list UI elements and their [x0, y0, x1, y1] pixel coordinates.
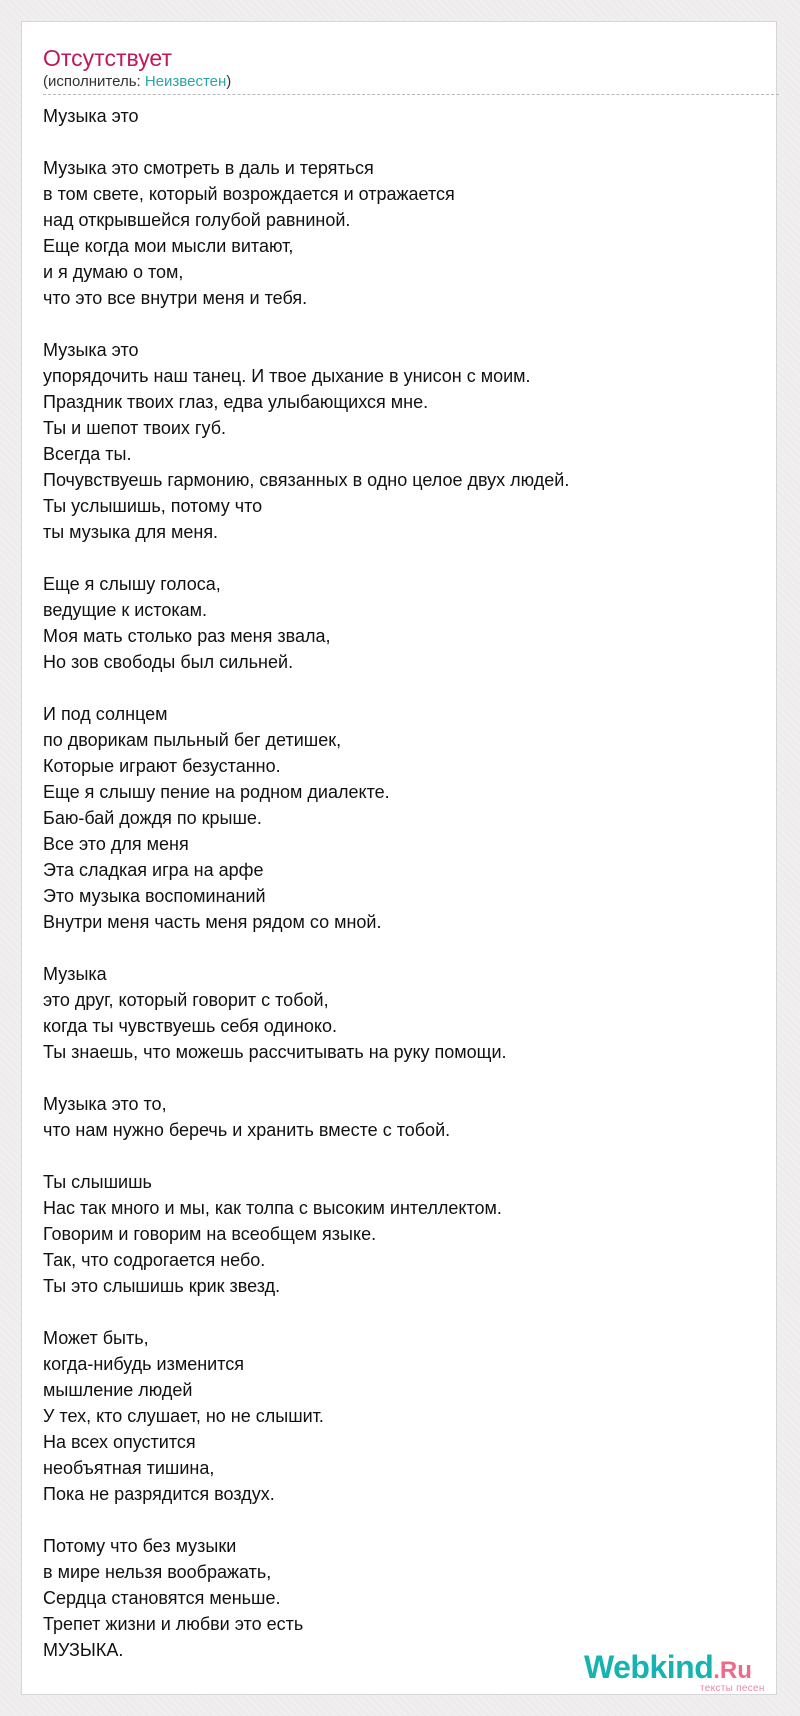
lyrics-line: по дворикам пыльный бег детишек, [43, 730, 342, 750]
lyrics-line: когда ты чувствуешь себя одиноко. [43, 1016, 338, 1036]
lyrics-line: Еще я слышу голоса, [43, 574, 221, 594]
lyrics-line: и я думаю о том, [43, 262, 184, 282]
lyrics-line: в мире нельзя воображать, [43, 1562, 272, 1582]
lyrics-line: Музыка это [43, 340, 139, 360]
lyrics-line: Трепет жизни и любви это есть [43, 1614, 304, 1634]
lyrics-line: необъятная тишина, [43, 1458, 215, 1478]
lyrics-line: Говорим и говорим на всеобщем языке. [43, 1224, 377, 1244]
lyrics-line: это друг, который говорит с тобой, [43, 990, 329, 1010]
lyrics-line: Музыка это то, [43, 1094, 167, 1114]
lyrics-stanza [43, 1169, 763, 1299]
lyrics-line: Ты услышишь, потому что [43, 496, 263, 516]
song-title: Отсутствует [43, 45, 172, 71]
lyrics-line: Праздник твоих глаз, едва улыбающихся мне. [43, 392, 429, 412]
lyrics-line: ты музыка для меня. [43, 522, 219, 542]
lyrics-line: МУЗЫКА. [43, 1640, 124, 1660]
lyrics-line: Все это для меня [43, 834, 189, 854]
lyrics-line: Моя мать столько раз меня звала, [43, 626, 331, 646]
lyrics-line: в том свете, который возрождается и отражается [43, 184, 455, 204]
logo-brand: Webkind [584, 1649, 714, 1685]
lyrics-line: Сердца становятся меньше. [43, 1588, 281, 1608]
title-divider [43, 94, 779, 95]
performer-close: ) [226, 73, 232, 90]
lyrics-line: ведущие к истокам. [43, 600, 207, 620]
performer-link[interactable]: Неизвестен [144, 73, 227, 90]
lyrics-line: Эта сладкая игра на арфе [43, 860, 264, 880]
lyrics-line: мышление людей [43, 1380, 193, 1400]
lyrics-card [21, 21, 777, 1695]
lyrics-line: Которые играют безустанно. [43, 756, 281, 776]
performer-label: (исполнитель: [43, 73, 145, 90]
lyrics-stanza [43, 961, 763, 1065]
lyrics-line: Почувствуешь гармонию, связанных в одно целое двух людей. [43, 470, 570, 490]
lyrics-line: Музыка [43, 964, 107, 984]
lyrics-line: Еще я слышу пение на родном диалекте. [43, 782, 390, 802]
lyrics-line: Потому что без музыки [43, 1536, 237, 1556]
lyrics-stanza [43, 701, 763, 935]
lyrics-line: Это музыка воспоминаний [43, 886, 266, 906]
lyrics-line: И под солнцем [43, 704, 168, 724]
logo-tagline: тексты песен [700, 1683, 765, 1694]
lyrics-stanza [43, 1325, 763, 1507]
lyrics-line: Пока не разрядится воздух. [43, 1484, 275, 1504]
lyrics-line: У тех, кто слушает, но не слышит. [43, 1406, 324, 1426]
lyrics-stanza [43, 337, 763, 545]
lyrics-line: Музыка это [43, 106, 139, 126]
lyrics-line: упорядочить наш танец. И твое дыхание в унисон с моим. [43, 366, 531, 386]
lyrics-line: Ты и шепот твоих губ. [43, 418, 227, 438]
lyrics-line: Может быть, [43, 1328, 149, 1348]
performer-line [43, 72, 231, 92]
lyrics-line: когда-нибудь изменится [43, 1354, 245, 1374]
lyrics-line: Внутри меня часть меня рядом со мной. [43, 912, 382, 932]
logo-domain: .Ru [713, 1657, 752, 1684]
lyrics-line: Ты это слышишь крик звезд. [43, 1276, 281, 1296]
lyrics-line: Еще когда мои мысли витают, [43, 236, 294, 256]
lyrics-stanza [43, 155, 763, 311]
lyrics-stanza [43, 103, 763, 129]
lyrics-line: Так, что содрогается небо. [43, 1250, 266, 1270]
lyrics-line: Музыка это смотреть в даль и теряться [43, 158, 374, 178]
lyrics-line: над открывшейся голубой равниной. [43, 210, 351, 230]
lyrics-line: Баю-бай дождя по крыше. [43, 808, 262, 828]
lyrics-line: Всегда ты. [43, 444, 132, 464]
lyrics-line: Но зов свободы был сильней. [43, 652, 294, 672]
lyrics-stanza [43, 571, 763, 675]
lyrics-line: что нам нужно беречь и хранить вместе с тобой. [43, 1120, 451, 1140]
lyrics-stanza [43, 1091, 763, 1143]
lyrics-line: Нас так много и мы, как толпа с высоким интеллектом. [43, 1198, 502, 1218]
lyrics-line: Ты знаешь, что можешь рассчитывать на руку помощи. [43, 1042, 507, 1062]
webkind-logo[interactable] [584, 1649, 765, 1694]
lyrics-line: что это все внутри меня и тебя. [43, 288, 308, 308]
lyrics-line: На всех опустится [43, 1432, 196, 1452]
lyrics-line: Ты слышишь [43, 1172, 152, 1192]
lyrics-text [43, 103, 763, 1689]
lyrics-stanza [43, 1533, 763, 1663]
